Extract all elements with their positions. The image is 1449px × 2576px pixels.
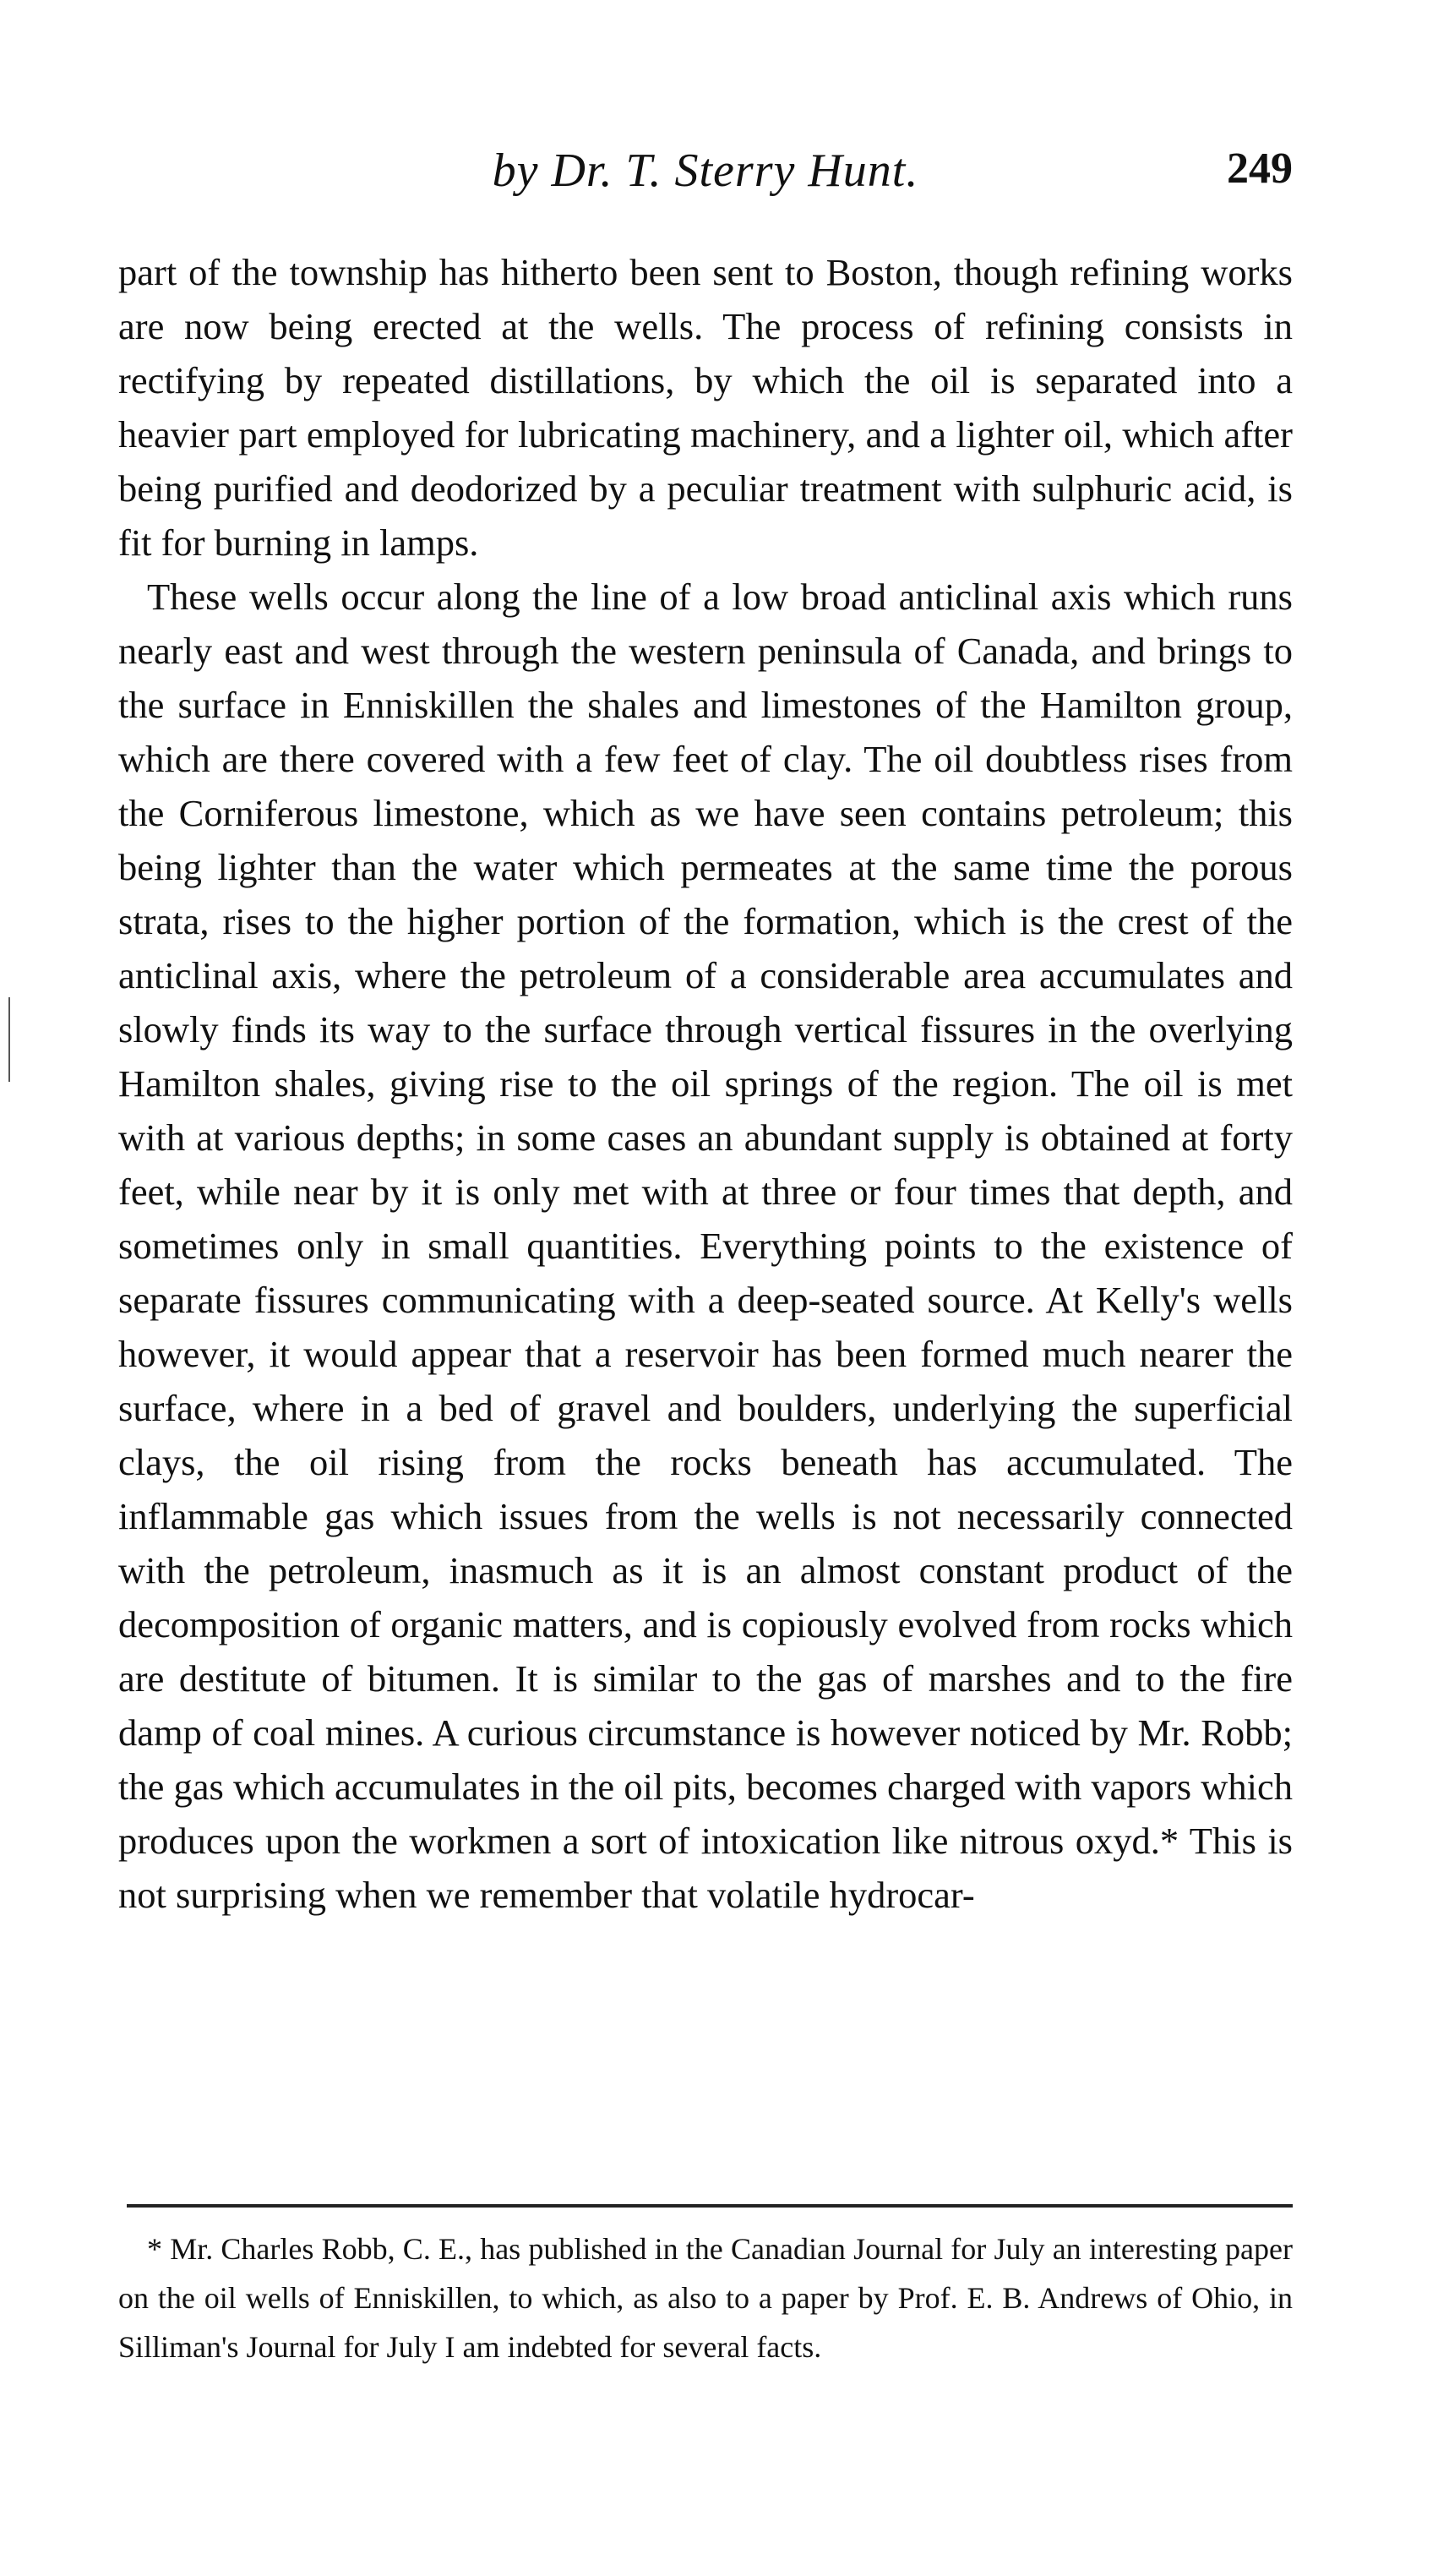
running-title: by Dr. T. Sterry Hunt. — [492, 145, 919, 197]
page-number: 249 — [1227, 145, 1293, 193]
margin-mark — [8, 997, 10, 1082]
footnote — [118, 2224, 1293, 2371]
body-text — [118, 245, 1293, 1922]
running-head — [118, 144, 1293, 211]
footnote-rule — [127, 2204, 1293, 2208]
paragraph-continued: part of the township has hitherto been sent to Boston, though refining works are now being erected at the wells. The process of refining consists in rectifying by repeated distillations, by which the oil is separated into a heavier part employed for lubricating machinery, and a lighter oil, which after being purified and deodorized by a peculiar treatment with sulphuric acid, is fit for burning in lamps. — [118, 251, 1293, 564]
footnote-text: * Mr. Charles Robb, C. E., has published in the Canadian Journal for July an interesting paper on the oil wells of Enniskillen, to which, as also to a paper by Prof. E. B. Andrews of Ohio, in Silliman's Journal for July I am indebted for several facts. — [118, 2232, 1293, 2364]
paragraph-oil-wells: These wells occur along the line of a low broad anticlinal axis which runs nearly east and west through the western peninsula of Canada, and brings to the surface in Enniskillen the shales and limestones of the Hamilton group, which are there covered with a few feet of clay. The oil doubtless rises from the Corniferous limestone, which as we have seen contains petroleum; this being lighter than the water which permeates at the same time the porous strata, rises to the higher portion of the formation, which is the crest of the anticlinal axis, where the petroleum of a considerable area accumulates and slowly finds its way to the surface through vertical fissures in the overlying Hamilton shales, giving rise to the oil springs of the region. The oil is met with at various depths; in some cases an abundant supply is obtained at forty feet, while near by it is only met with at three or four times that depth, and sometimes only in small quantities. Everything points to the existence of separate fissures communicating with a deep-seated source. At Kelly's wells however, it would appear that a reservoir has been formed much nearer the surface, where in a bed of gravel and boulders, underlying the superficial clays, the oil rising from the rocks beneath has accumulated. The inflammable gas which issues from the wells is not necessarily connected with the petroleum, inasmuch as it is an almost constant product of the decomposition of organic matters, and is copiously evolved from rocks which are destitute of bitumen. It is similar to the gas of marshes and to the fire damp of coal mines. A curious circumstance is however noticed by Mr. Robb; the gas which accumulates in the oil pits, becomes charged with vapors which produces upon the workmen a sort of intoxication like nitrous oxyd.* This is not surprising when we remember that volatile hydrocar- — [118, 576, 1293, 1916]
